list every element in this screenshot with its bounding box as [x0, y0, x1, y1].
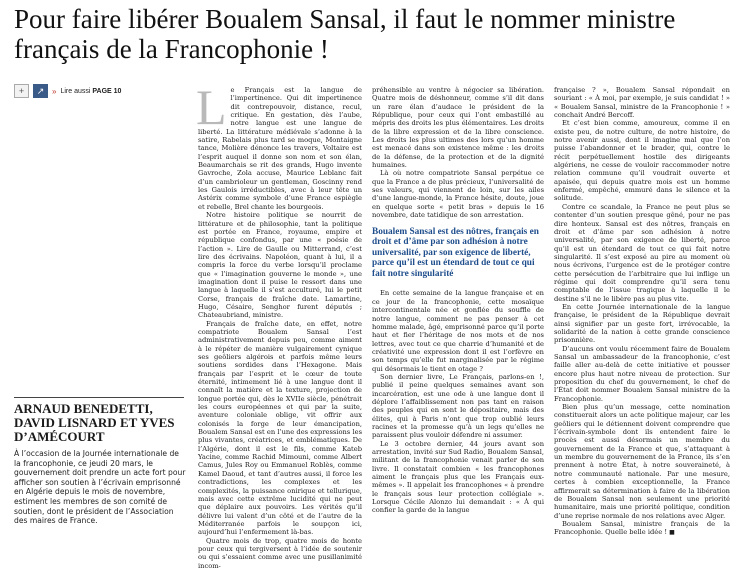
paragraph: française ? », Boualem Sansal répondait en souriant : « À moi, par exemple, je suis candidat ! » « Boualem Sansal, ministre de la Francophonie ! » conchait André Bercoff. — [554, 86, 730, 120]
paragraph: Quatre mois de trop, quatre mois de honte pour ceux qui tergiversent à l’idée de soutenir ou qui s’essaient comme avec une pusillanimité incom- — [198, 536, 362, 570]
lire-aussi-link[interactable]: Lire aussi PAGE 10 — [60, 87, 122, 95]
zoom-in-button[interactable] — [14, 84, 29, 98]
paragraph: Son dernier livre, Le Français, parlons-en !, publié il peine quelques semaines avant son incarcération, est une ode à une langue dont il déplore l’affaiblissement non pas tant en raison des peuples qui en sont le dépositaire, mais des élites, qui à Paris n’ont que trop oublié leurs racines et la promesse qu’à un legs qu’elles ne paraissent plus vouloir défendre ni assumer. — [372, 372, 544, 440]
paragraph: Là où notre compatriote Sansal perpétue ce que la France a de plus précieux, l’universalité de ses valeurs, qui viennent de loin, sur les ailes d’une langue-monde, la France hésite, doute, joue en quelque sorte « petit bras » depuis le 16 novembre, date tatidique de son arrestation. — [372, 169, 544, 220]
paragraph: Contre ce scandale, la France ne peut plus se contenter d’un soutien presque gêné, pour ne pas dire honteux. Sansal est des nôtres, français en droit et d’âme par son adhésion à notre universalité, par son exigence de liberté, parce qu’il est un étendard de tout ce qui fait notre singularité. Il s’est exposé au pire au moment où nous écrivons, l’urgence est de le protéger contre cette persécution de l’arbitraire que lui inflige un régime qui doit comprendre qu’il sera tenu comptable de l’issue tragique à laquelle il le destine s’il ne le libère pas au plus vite. — [554, 202, 730, 303]
share-button[interactable] — [33, 84, 48, 98]
drop-cap: L — [196, 79, 227, 135]
paragraph: En cette semaine de la langue française et en ce jour de la francophonie, cette mosaïque intercontinentale née et gonflée du souffle de notre langue, comment ne pas penser à cet homme malade, âgé, emprisonné parce qu’il porte haut et fier l’héritage de nos mots et de nos lettres, avec tout ce que charrie d’humanité et de créativité une expression dont il est l’orfèvre en son temps qu’elle fut marginalisée par le régime qui désormais le tient en otage ? — [372, 289, 544, 373]
paragraph: e Français est la langue de l’impertinence. Qui dit impertinence dit contrepouvoir, distance, recul, critique. En gestation, dès l’aube, notre langue est une langue de liberté. La littérature médiévale s’adonne à la satire, Rabelais plus tard se moque, Montaigne tance, Molière dénonce les travers, Voltaire est l’esprit auquel il donne son nom et son élan, Beaumarchais se rit des grands, Hugo invente Gavroche, Zola accuse, Maurice Leblanc fait d’un cambrioleur un gentleman, Goscinny rend les Gaulois irréductibles, avec à leur tête un Astérix comme symbole d’une France espiègle et rebelle, Brel chante les bourgeois. — [198, 86, 362, 211]
paragraph: D’aucuns ont voulu récemment faire de Boualem Sansal un ambassadeur de la francophonie, c’est faille aller au-delà de cette initiative et pousser encore plus haut notre niveau de protection. Sur proposition du chef du gouvernement, le chef de l’État doit nommer Boualem Sansal ministre de la Francophonie. — [554, 344, 730, 403]
plus-icon: + — [18, 86, 25, 96]
paragraph: préhensible au ventre à négocier sa libération. Quatre mois de déshonneur, comme s’il dit dans un rare élan d’audace le président de la République, pour ceux qui l’ont embastillé au mépris des droits les plus élémentaires. Les droits de la libre expression et de la libre conscience. Les droits les plus ultimes des lors qu’un homme est menacé dans son existence même : les droits de la défense, de la protection et de la dignité humaines. — [372, 86, 544, 170]
paragraph: En cette Journée internationale de la langue française, le président de la République devrait ainsi signifier par un geste fort, irrévocable, la solidarité de la nation à cette grande conscience prisonnière. — [554, 302, 730, 345]
paragraph: Notre histoire politique se nourrit de littérature et de philosophie, tant la politique est portée en France, royaume, empire et république confondus, par une « poésie de l’action ». Lire de Gaulle ou Mitterrand, c’est lire des écrivains. Napoléon, quant à lui, il a compris la force du verbe lorsqu’il proclame que « l’imagination gouverne le monde », une imagination dont il puise le ressort dans une langue à laquelle il s’est acculturé, lui le petit Corse, français de fraîche date. Lamartine, Hugo, Césaire, Senghor furent députés ; Chateaubriand, ministre. — [198, 211, 362, 320]
paragraph: Et c’est bien comme, amoureux, comme il en existe peu, de notre culture, de notre histoire, de notre avenir aussi, dont il imagine mal que l’on puisse l’abandonner et le brader, qui, contre le récit perpétuellement hostile des dirigeants algériens, ne cesse de vouloir raccommoder notre relation commune qu’il voudrait ouverte et apaisée, qui depuis quatre mois est un homme enfermé, empêché, emmuré dans le silence et la solitude. — [554, 119, 730, 203]
paragraph-last: Boualem Sansal, ministre français de la Francophonie. Quelle belle idée ! ■ — [554, 519, 730, 537]
article-column-3 — [554, 86, 730, 538]
article-toolbar — [14, 84, 121, 98]
share-icon: ↗ — [36, 86, 45, 96]
paragraph: Le 3 octobre dernier, 44 jours avant son arrestation, invité sur Sud Radio, Boualem Sansal, militant de la francophonie venait parler de son livre. Il constatait combien « les francophones aiment le français plus que les Français eux-mêmes ». Il appelait les francophones « à prendre le français sous leur protection collégiale ». Lorsque Cécile Alonzo lui demandait : « À qui confier la garde de la langue — [372, 439, 544, 515]
pull-quote: Boualem Sansal est des nôtres, français en droit et d’âme par son adhésion à notre universalité, par son exigence de liberté, parce qu’il est un étendard de tout ce qui fait notre singularité — [372, 226, 539, 279]
article-column-2 — [372, 86, 544, 515]
headline: Pour faire libérer Boualem Sansal, il faut le nommer ministre français de la Francophonie ! — [14, 4, 676, 64]
end-mark-icon: ■ — [669, 529, 675, 537]
authors-byline: ARNAUD BENEDETTI, DAVID LISNARD ET YVES D’AMÉCOURT — [14, 397, 184, 444]
paragraph: Bien plus qu’un message, cette nomination constituerait alors un acte politique majeur, car les geôliers qui le détiennent doivent comprendre que l’écrivain-symbole dont ils entendent faire le procès est aussi désormais un membre du gouvernement de la France et que, s’attaquant à un membre du gouvernement de la France, ils s’en prennent à notre État, à notre souveraineté, à notre communauté nationale. Par une mesure, certes à combien exceptionnelle, la France affirmerait sa détermination à faire de la libération de Boualem Sansal non seulement une priorité humanitaire, mais une priorité politique, condition d’une reprise normale de nos relations avec Alger. — [554, 403, 730, 520]
article-column-1 — [196, 79, 362, 570]
article-standfirst: À l’occasion de la Journée internationale de la francophonie, ce jeudi 20 mars, le gouvernement doit prendre un acte fort pour afficher son soutien à l’écrivain emprisonné en Algérie depuis le mois de novembre, estiment les membres de son comité de soutien, dont le président de l’Association des maires de France. — [14, 449, 186, 526]
paragraph: Français de fraîche date, en effet, notre compatriote Boualem Sansal l’est administrativement depuis peu, comme aiment à le répéter de manière vulgairement cynique ses geôliers algérois et parfois même leurs soutiens sordides dans l’Hexagone. Mais français par l’esprit et le cœur de toute éternité, intimement lié à une langue dont il connaît la matière et la texture, projection de longue portée qui, dès le XVIIe siècle, pénétrait les cours européennes et qui par la suite, aventure coloniale oblige, vit offrir aux colonisés la forge de leur émancipation, Boualem Sansal est en l’une des expressions les plus vivantes, créatrices, et emblématiques. De l’Algérie, dont il est le fils, comme Kateb Yacine, comme Rachid Mimouni, comme Albert Camus, Jules Roy ou Emmanuel Roblès, comme Kamel Daoud, et tant d’autres aussi, il force les contradictions, les complexes et les complexités, la puissance onirique et tellurique, mais avec cette extrême lucidité qui ne peut que déplaire aux pouvoirs. Les vérités qu’il délivre lui valent d’un côté et de l’autre de la Méditerranée parfois le soupçon ici, aujourd’hui l’enfermement là-bas. — [198, 319, 362, 537]
arrow-icon: » — [52, 86, 57, 96]
